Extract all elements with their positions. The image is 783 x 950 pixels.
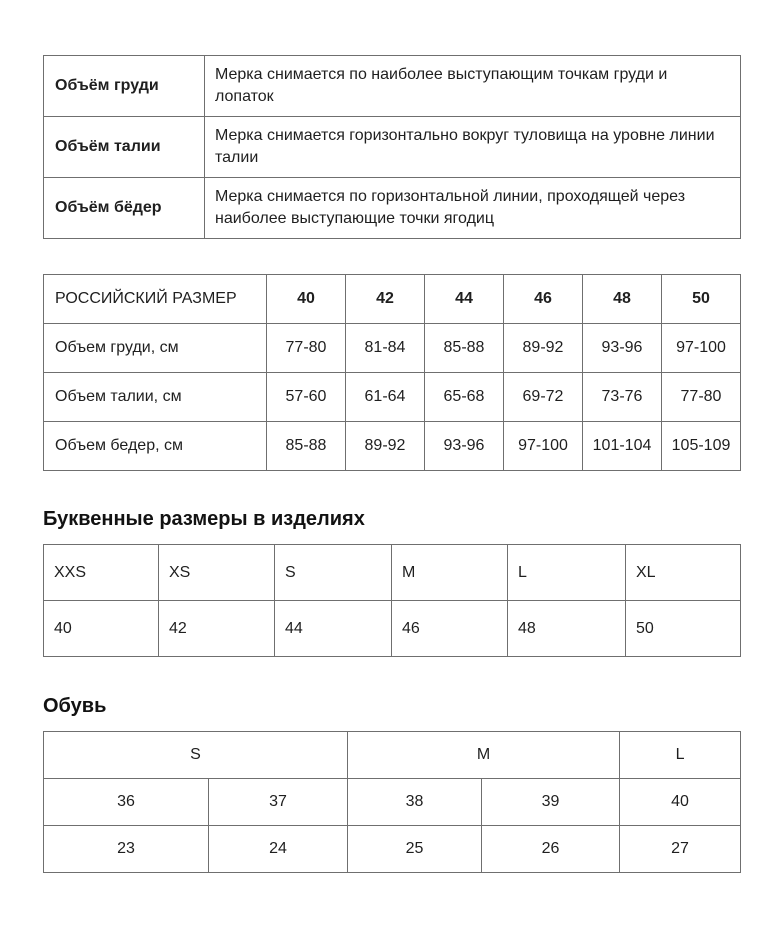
letter-size-cell: M	[392, 545, 508, 601]
letter-size-cell: XS	[159, 545, 275, 601]
size-value-cell: 57-60	[267, 373, 346, 422]
measure-term: Объём груди	[44, 56, 205, 117]
shoe-size-eu-cell: 40	[620, 779, 741, 826]
table-row	[44, 117, 741, 178]
table-row	[44, 545, 741, 601]
shoe-group-header: L	[620, 732, 741, 779]
table-row	[44, 373, 741, 422]
size-value-cell: 101-104	[583, 422, 662, 471]
numeric-size-cell: 50	[626, 601, 741, 657]
size-value-cell: 77-80	[662, 373, 741, 422]
shoe-size-eu-cell: 37	[209, 779, 348, 826]
size-value-cell: 93-96	[583, 324, 662, 373]
numeric-size-cell: 40	[44, 601, 159, 657]
size-value-cell: 81-84	[346, 324, 425, 373]
size-header-cell: 50	[662, 275, 741, 324]
size-value-cell: 61-64	[346, 373, 425, 422]
measure-term: Объём бёдер	[44, 178, 205, 239]
measure-row-label: Объем груди, см	[44, 324, 267, 373]
measure-row-label: Объем талии, см	[44, 373, 267, 422]
table-row	[44, 324, 741, 373]
measure-definition: Мерка снимается горизонтально вокруг туловища на уровне линии талии	[205, 117, 741, 178]
shoe-size-eu-cell: 36	[44, 779, 209, 826]
table-row	[44, 601, 741, 657]
table-row	[44, 422, 741, 471]
letter-size-cell: XXS	[44, 545, 159, 601]
size-header-cell: 42	[346, 275, 425, 324]
size-chart-page	[43, 55, 741, 873]
size-value-cell: 77-80	[267, 324, 346, 373]
russian-size-table	[43, 274, 741, 471]
size-value-cell: 89-92	[346, 422, 425, 471]
russian-size-header-label: РОССИЙСКИЙ РАЗМЕР	[44, 275, 267, 324]
table-row	[44, 826, 741, 873]
shoe-size-cm-cell: 25	[348, 826, 482, 873]
shoe-size-cm-cell: 24	[209, 826, 348, 873]
table-row	[44, 56, 741, 117]
size-value-cell: 105-109	[662, 422, 741, 471]
size-value-cell: 69-72	[504, 373, 583, 422]
size-value-cell: 97-100	[504, 422, 583, 471]
size-value-cell: 93-96	[425, 422, 504, 471]
letter-size-cell: S	[275, 545, 392, 601]
size-header-cell: 48	[583, 275, 662, 324]
shoe-size-cm-cell: 27	[620, 826, 741, 873]
shoe-size-cm-cell: 23	[44, 826, 209, 873]
letter-size-cell: XL	[626, 545, 741, 601]
table-row	[44, 779, 741, 826]
shoe-sizes-table	[43, 731, 741, 873]
size-header-cell: 46	[504, 275, 583, 324]
measure-row-label: Объем бедер, см	[44, 422, 267, 471]
letter-sizes-table	[43, 544, 741, 657]
numeric-size-cell: 44	[275, 601, 392, 657]
size-header-cell: 44	[425, 275, 504, 324]
size-value-cell: 73-76	[583, 373, 662, 422]
size-value-cell: 85-88	[425, 324, 504, 373]
letter-sizes-title: Буквенные размеры в изделиях	[43, 508, 365, 530]
numeric-size-cell: 48	[508, 601, 626, 657]
numeric-size-cell: 46	[392, 601, 508, 657]
measure-definition: Мерка снимается по горизонтальной линии, проходящей через наиболее выступающие точки ягодиц	[205, 178, 741, 239]
size-value-cell: 97-100	[662, 324, 741, 373]
shoe-group-header: S	[44, 732, 348, 779]
size-header-cell: 40	[267, 275, 346, 324]
table-header-row	[44, 732, 741, 779]
table-row	[44, 178, 741, 239]
numeric-size-cell: 42	[159, 601, 275, 657]
shoe-size-eu-cell: 38	[348, 779, 482, 826]
size-value-cell: 89-92	[504, 324, 583, 373]
measure-definition: Мерка снимается по наиболее выступающим точкам груди и лопаток	[205, 56, 741, 117]
shoe-size-eu-cell: 39	[482, 779, 620, 826]
letter-size-cell: L	[508, 545, 626, 601]
size-value-cell: 85-88	[267, 422, 346, 471]
measure-term: Объём талии	[44, 117, 205, 178]
measurement-definitions-table	[43, 55, 741, 239]
table-header-row	[44, 275, 741, 324]
shoe-size-cm-cell: 26	[482, 826, 620, 873]
shoe-group-header: M	[348, 732, 620, 779]
size-value-cell: 65-68	[425, 373, 504, 422]
shoes-title: Обувь	[43, 695, 107, 717]
